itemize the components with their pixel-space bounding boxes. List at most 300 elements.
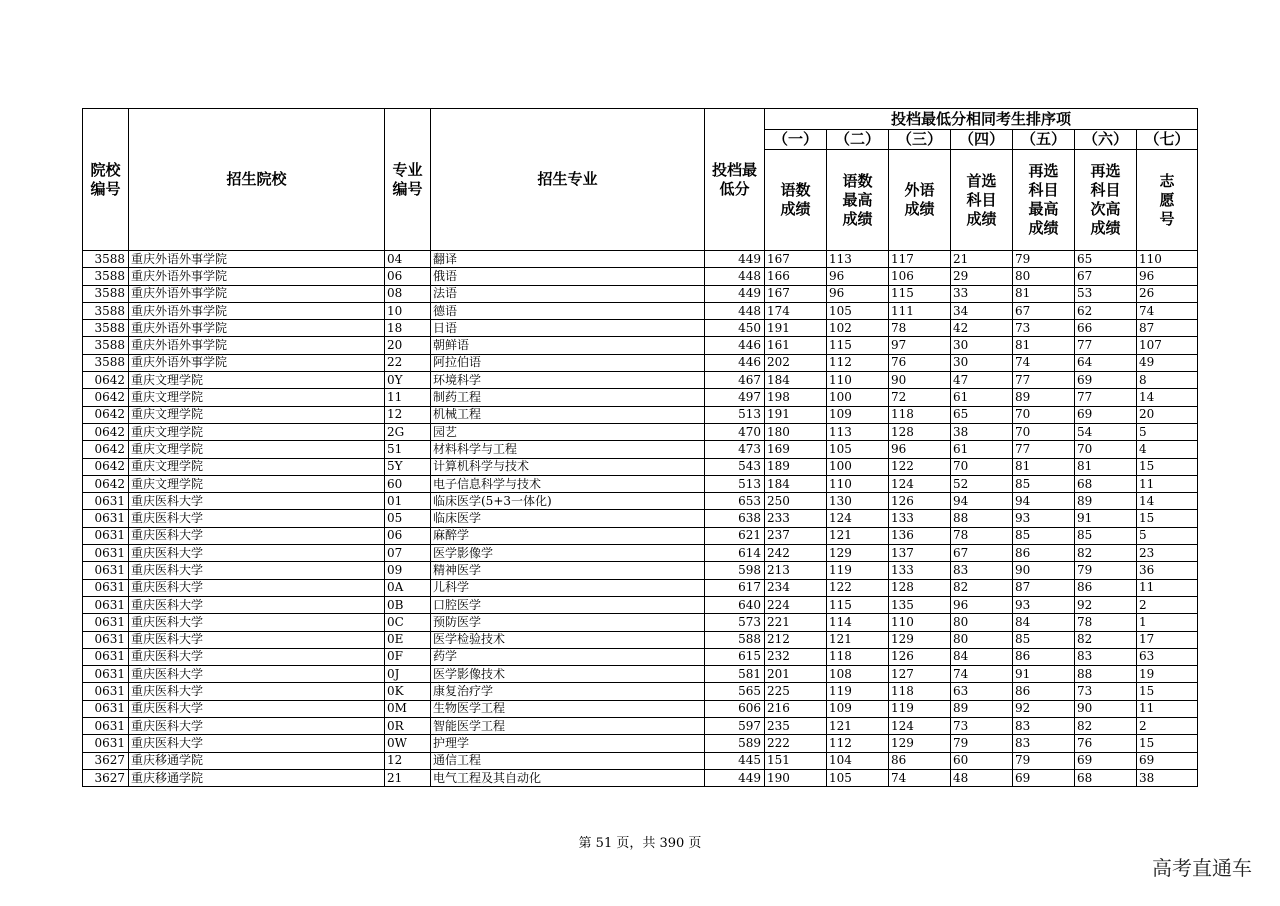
major-name-cell: 园艺 <box>431 423 705 440</box>
chinese-math-score-cell: 184 <box>765 475 827 492</box>
elective-max-cell: 79 <box>1013 251 1075 268</box>
min-score-cell: 543 <box>705 458 765 475</box>
elective-second-cell: 82 <box>1075 631 1137 648</box>
preference-number-cell: 15 <box>1137 510 1198 527</box>
chinese-math-max-cell: 118 <box>827 648 889 665</box>
header-tiebreak-number: （六） <box>1075 130 1137 150</box>
elective-max-cell: 86 <box>1013 648 1075 665</box>
major-name-cell: 日语 <box>431 320 705 337</box>
table-row <box>83 493 1198 510</box>
preference-number-cell: 23 <box>1137 545 1198 562</box>
chinese-math-max-cell: 113 <box>827 423 889 440</box>
foreign-language-cell: 133 <box>889 562 951 579</box>
first-subject-cell: 61 <box>951 441 1013 458</box>
preference-number-cell: 36 <box>1137 562 1198 579</box>
elective-second-cell: 66 <box>1075 320 1137 337</box>
min-score-cell: 446 <box>705 354 765 371</box>
table-row <box>83 579 1198 596</box>
elective-second-cell: 54 <box>1075 423 1137 440</box>
chinese-math-score-cell: 191 <box>765 406 827 423</box>
preference-number-cell: 74 <box>1137 302 1198 319</box>
first-subject-cell: 89 <box>951 700 1013 717</box>
elective-second-cell: 67 <box>1075 268 1137 285</box>
elective-second-cell: 86 <box>1075 579 1137 596</box>
preference-number-cell: 2 <box>1137 718 1198 735</box>
elective-max-cell: 94 <box>1013 493 1075 510</box>
major-name-cell: 生物医学工程 <box>431 700 705 717</box>
table-row <box>83 251 1198 268</box>
major-name-cell: 朝鲜语 <box>431 337 705 354</box>
school-name-cell: 重庆外语外事学院 <box>129 337 385 354</box>
chinese-math-max-cell: 100 <box>827 458 889 475</box>
min-score-cell: 446 <box>705 337 765 354</box>
elective-max-cell: 77 <box>1013 372 1075 389</box>
chinese-math-score-cell: 225 <box>765 683 827 700</box>
school-code-cell: 0631 <box>83 718 129 735</box>
major-code-cell: 0F <box>385 648 431 665</box>
table-row <box>83 735 1198 752</box>
major-code-cell: 11 <box>385 389 431 406</box>
chinese-math-max-cell: 109 <box>827 700 889 717</box>
header-min-score: 投档最低分 <box>705 109 765 251</box>
foreign-language-cell: 124 <box>889 475 951 492</box>
major-code-cell: 22 <box>385 354 431 371</box>
first-subject-cell: 30 <box>951 337 1013 354</box>
elective-second-cell: 89 <box>1075 493 1137 510</box>
school-code-cell: 0642 <box>83 406 129 423</box>
header-tiebreak-item-label: 再选科目次高成绩 <box>1090 162 1121 237</box>
major-name-cell: 阿拉伯语 <box>431 354 705 371</box>
min-score-cell: 445 <box>705 752 765 769</box>
first-subject-cell: 60 <box>951 752 1013 769</box>
header-tiebreak-item <box>951 150 1013 251</box>
foreign-language-cell: 96 <box>889 441 951 458</box>
chinese-math-max-cell: 121 <box>827 631 889 648</box>
preference-number-cell: 15 <box>1137 683 1198 700</box>
major-code-cell: 07 <box>385 545 431 562</box>
chinese-math-score-cell: 191 <box>765 320 827 337</box>
table-row <box>83 545 1198 562</box>
foreign-language-cell: 110 <box>889 614 951 631</box>
table-row <box>83 614 1198 631</box>
major-name-cell: 药学 <box>431 648 705 665</box>
elective-second-cell: 88 <box>1075 666 1137 683</box>
school-code-cell: 0631 <box>83 735 129 752</box>
min-score-cell: 614 <box>705 545 765 562</box>
elective-max-cell: 85 <box>1013 631 1075 648</box>
first-subject-cell: 80 <box>951 631 1013 648</box>
foreign-language-cell: 118 <box>889 406 951 423</box>
school-name-cell: 重庆文理学院 <box>129 389 385 406</box>
elective-second-cell: 77 <box>1075 389 1137 406</box>
major-code-cell: 0B <box>385 596 431 613</box>
preference-number-cell: 5 <box>1137 423 1198 440</box>
major-code-cell: 0J <box>385 666 431 683</box>
header-tiebreak-number: （五） <box>1013 130 1075 150</box>
major-name-cell: 德语 <box>431 302 705 319</box>
school-name-cell: 重庆文理学院 <box>129 458 385 475</box>
header-tiebreak-item-label: 外语成绩 <box>904 181 935 218</box>
major-code-cell: 0R <box>385 718 431 735</box>
preference-number-cell: 5 <box>1137 527 1198 544</box>
major-code-cell: 05 <box>385 510 431 527</box>
major-code-cell: 20 <box>385 337 431 354</box>
min-score-cell: 597 <box>705 718 765 735</box>
header-tiebreak-number: （一） <box>765 130 827 150</box>
min-score-cell: 565 <box>705 683 765 700</box>
foreign-language-cell: 115 <box>889 285 951 302</box>
elective-second-cell: 85 <box>1075 527 1137 544</box>
chinese-math-max-cell: 112 <box>827 354 889 371</box>
major-code-cell: 21 <box>385 769 431 786</box>
header-school-name: 招生院校 <box>129 109 385 251</box>
header-tiebreak-item-label: 语数成绩 <box>780 181 811 218</box>
elective-max-cell: 83 <box>1013 735 1075 752</box>
first-subject-cell: 94 <box>951 493 1013 510</box>
min-score-cell: 470 <box>705 423 765 440</box>
elective-max-cell: 81 <box>1013 337 1075 354</box>
chinese-math-max-cell: 122 <box>827 579 889 596</box>
foreign-language-cell: 129 <box>889 631 951 648</box>
foreign-language-cell: 126 <box>889 493 951 510</box>
school-name-cell: 重庆文理学院 <box>129 475 385 492</box>
major-name-cell: 临床医学(5+3一体化) <box>431 493 705 510</box>
preference-number-cell: 49 <box>1137 354 1198 371</box>
school-name-cell: 重庆医科大学 <box>129 493 385 510</box>
major-code-cell: 0K <box>385 683 431 700</box>
school-name-cell: 重庆移通学院 <box>129 752 385 769</box>
school-name-cell: 重庆医科大学 <box>129 648 385 665</box>
preference-number-cell: 14 <box>1137 389 1198 406</box>
min-score-cell: 653 <box>705 493 765 510</box>
foreign-language-cell: 136 <box>889 527 951 544</box>
foreign-language-cell: 117 <box>889 251 951 268</box>
school-code-cell: 0631 <box>83 666 129 683</box>
table-row <box>83 666 1198 683</box>
major-code-cell: 08 <box>385 285 431 302</box>
major-name-cell: 医学检验技术 <box>431 631 705 648</box>
elective-max-cell: 70 <box>1013 423 1075 440</box>
table-row <box>83 320 1198 337</box>
foreign-language-cell: 128 <box>889 579 951 596</box>
preference-number-cell: 26 <box>1137 285 1198 302</box>
school-name-cell: 重庆文理学院 <box>129 372 385 389</box>
elective-second-cell: 77 <box>1075 337 1137 354</box>
chinese-math-score-cell: 212 <box>765 631 827 648</box>
first-subject-cell: 38 <box>951 423 1013 440</box>
first-subject-cell: 84 <box>951 648 1013 665</box>
first-subject-cell: 47 <box>951 372 1013 389</box>
school-name-cell: 重庆医科大学 <box>129 579 385 596</box>
major-name-cell: 计算机科学与技术 <box>431 458 705 475</box>
major-code-cell: 5Y <box>385 458 431 475</box>
table-row <box>83 683 1198 700</box>
major-code-cell: 0A <box>385 579 431 596</box>
chinese-math-max-cell: 109 <box>827 406 889 423</box>
header-tiebreak-item <box>889 150 951 251</box>
foreign-language-cell: 78 <box>889 320 951 337</box>
major-code-cell: 0W <box>385 735 431 752</box>
header-tiebreak-item-label: 志愿号 <box>1159 171 1175 228</box>
school-name-cell: 重庆医科大学 <box>129 614 385 631</box>
school-name-cell: 重庆医科大学 <box>129 545 385 562</box>
school-code-cell: 3588 <box>83 268 129 285</box>
elective-second-cell: 62 <box>1075 302 1137 319</box>
school-name-cell: 重庆医科大学 <box>129 666 385 683</box>
min-score-cell: 598 <box>705 562 765 579</box>
school-code-cell: 0631 <box>83 562 129 579</box>
elective-max-cell: 81 <box>1013 285 1075 302</box>
preference-number-cell: 4 <box>1137 441 1198 458</box>
elective-max-cell: 85 <box>1013 527 1075 544</box>
table-row <box>83 752 1198 769</box>
school-code-cell: 3588 <box>83 320 129 337</box>
min-score-cell: 589 <box>705 735 765 752</box>
elective-max-cell: 74 <box>1013 354 1075 371</box>
elective-second-cell: 69 <box>1075 372 1137 389</box>
chinese-math-score-cell: 151 <box>765 752 827 769</box>
elective-max-cell: 90 <box>1013 562 1075 579</box>
foreign-language-cell: 97 <box>889 337 951 354</box>
table-row <box>83 458 1198 475</box>
school-code-cell: 0631 <box>83 510 129 527</box>
major-code-cell: 18 <box>385 320 431 337</box>
chinese-math-score-cell: 201 <box>765 666 827 683</box>
elective-second-cell: 69 <box>1075 752 1137 769</box>
school-code-cell: 0631 <box>83 493 129 510</box>
chinese-math-score-cell: 169 <box>765 441 827 458</box>
chinese-math-score-cell: 233 <box>765 510 827 527</box>
preference-number-cell: 107 <box>1137 337 1198 354</box>
foreign-language-cell: 129 <box>889 735 951 752</box>
school-name-cell: 重庆文理学院 <box>129 441 385 458</box>
chinese-math-max-cell: 114 <box>827 614 889 631</box>
table-row <box>83 372 1198 389</box>
chinese-math-score-cell: 189 <box>765 458 827 475</box>
chinese-math-max-cell: 104 <box>827 752 889 769</box>
chinese-math-score-cell: 242 <box>765 545 827 562</box>
header-tiebreak-item <box>1013 150 1075 251</box>
school-code-cell: 0631 <box>83 614 129 631</box>
school-code-cell: 0642 <box>83 423 129 440</box>
table-row <box>83 337 1198 354</box>
elective-second-cell: 73 <box>1075 683 1137 700</box>
major-name-cell: 护理学 <box>431 735 705 752</box>
school-name-cell: 重庆外语外事学院 <box>129 285 385 302</box>
chinese-math-max-cell: 110 <box>827 372 889 389</box>
min-score-cell: 581 <box>705 666 765 683</box>
major-name-cell: 材料科学与工程 <box>431 441 705 458</box>
table-row <box>83 285 1198 302</box>
page-number: 第 51 页，共 390 页 <box>578 836 702 851</box>
first-subject-cell: 30 <box>951 354 1013 371</box>
min-score-cell: 449 <box>705 769 765 786</box>
major-name-cell: 精神医学 <box>431 562 705 579</box>
foreign-language-cell: 72 <box>889 389 951 406</box>
table-row <box>83 631 1198 648</box>
elective-max-cell: 83 <box>1013 718 1075 735</box>
min-score-cell: 449 <box>705 285 765 302</box>
foreign-language-cell: 127 <box>889 666 951 683</box>
major-name-cell: 儿科学 <box>431 579 705 596</box>
elective-max-cell: 77 <box>1013 441 1075 458</box>
table-row <box>83 648 1198 665</box>
school-code-cell: 0631 <box>83 596 129 613</box>
foreign-language-cell: 128 <box>889 423 951 440</box>
school-name-cell: 重庆医科大学 <box>129 527 385 544</box>
header-major-name: 招生专业 <box>431 109 705 251</box>
school-name-cell: 重庆外语外事学院 <box>129 302 385 319</box>
chinese-math-max-cell: 105 <box>827 302 889 319</box>
preference-number-cell: 87 <box>1137 320 1198 337</box>
school-code-cell: 0631 <box>83 631 129 648</box>
school-code-cell: 3627 <box>83 769 129 786</box>
elective-second-cell: 53 <box>1075 285 1137 302</box>
header-tiebreak-item <box>1075 150 1137 251</box>
elective-second-cell: 78 <box>1075 614 1137 631</box>
header-major-code: 专业编号 <box>385 109 431 251</box>
school-code-cell: 0631 <box>83 527 129 544</box>
chinese-math-max-cell: 129 <box>827 545 889 562</box>
elective-second-cell: 69 <box>1075 406 1137 423</box>
school-name-cell: 重庆医科大学 <box>129 718 385 735</box>
first-subject-cell: 96 <box>951 596 1013 613</box>
school-name-cell: 重庆医科大学 <box>129 510 385 527</box>
major-name-cell: 翻译 <box>431 251 705 268</box>
major-name-cell: 口腔医学 <box>431 596 705 613</box>
preference-number-cell: 15 <box>1137 735 1198 752</box>
min-score-cell: 573 <box>705 614 765 631</box>
first-subject-cell: 83 <box>951 562 1013 579</box>
min-score-cell: 640 <box>705 596 765 613</box>
preference-number-cell: 11 <box>1137 700 1198 717</box>
min-score-cell: 606 <box>705 700 765 717</box>
chinese-math-max-cell: 115 <box>827 337 889 354</box>
chinese-math-score-cell: 222 <box>765 735 827 752</box>
elective-max-cell: 85 <box>1013 475 1075 492</box>
elective-max-cell: 86 <box>1013 545 1075 562</box>
chinese-math-score-cell: 232 <box>765 648 827 665</box>
elective-max-cell: 84 <box>1013 614 1075 631</box>
min-score-cell: 497 <box>705 389 765 406</box>
school-code-cell: 3588 <box>83 354 129 371</box>
elective-max-cell: 73 <box>1013 320 1075 337</box>
foreign-language-cell: 124 <box>889 718 951 735</box>
header-tiebreak-number: （三） <box>889 130 951 150</box>
first-subject-cell: 73 <box>951 718 1013 735</box>
school-name-cell: 重庆医科大学 <box>129 631 385 648</box>
chinese-math-score-cell: 180 <box>765 423 827 440</box>
elective-max-cell: 70 <box>1013 406 1075 423</box>
elective-second-cell: 82 <box>1075 545 1137 562</box>
elective-second-cell: 65 <box>1075 251 1137 268</box>
chinese-math-max-cell: 121 <box>827 718 889 735</box>
first-subject-cell: 70 <box>951 458 1013 475</box>
school-code-cell: 3588 <box>83 337 129 354</box>
foreign-language-cell: 106 <box>889 268 951 285</box>
major-name-cell: 法语 <box>431 285 705 302</box>
major-code-cell: 0Y <box>385 372 431 389</box>
min-score-cell: 450 <box>705 320 765 337</box>
table-row <box>83 354 1198 371</box>
elective-second-cell: 83 <box>1075 648 1137 665</box>
min-score-cell: 588 <box>705 631 765 648</box>
table-row <box>83 389 1198 406</box>
school-code-cell: 0642 <box>83 441 129 458</box>
elective-max-cell: 81 <box>1013 458 1075 475</box>
elective-second-cell: 79 <box>1075 562 1137 579</box>
school-name-cell: 重庆医科大学 <box>129 683 385 700</box>
major-name-cell: 临床医学 <box>431 510 705 527</box>
first-subject-cell: 29 <box>951 268 1013 285</box>
foreign-language-cell: 135 <box>889 596 951 613</box>
chinese-math-max-cell: 115 <box>827 596 889 613</box>
header-tiebreak-number: （七） <box>1137 130 1198 150</box>
school-code-cell: 0642 <box>83 389 129 406</box>
chinese-math-score-cell: 166 <box>765 268 827 285</box>
foreign-language-cell: 119 <box>889 700 951 717</box>
first-subject-cell: 88 <box>951 510 1013 527</box>
preference-number-cell: 15 <box>1137 458 1198 475</box>
preference-number-cell: 96 <box>1137 268 1198 285</box>
table-row <box>83 510 1198 527</box>
first-subject-cell: 65 <box>951 406 1013 423</box>
major-name-cell: 康复治疗学 <box>431 683 705 700</box>
school-code-cell: 0631 <box>83 683 129 700</box>
major-code-cell: 10 <box>385 302 431 319</box>
major-name-cell: 通信工程 <box>431 752 705 769</box>
header-tiebreak-title: 投档最低分相同考生排序项 <box>765 109 1198 130</box>
table-row <box>83 700 1198 717</box>
school-code-cell: 0631 <box>83 648 129 665</box>
major-name-cell: 预防医学 <box>431 614 705 631</box>
chinese-math-score-cell: 221 <box>765 614 827 631</box>
header-tiebreak-number: （二） <box>827 130 889 150</box>
elective-max-cell: 93 <box>1013 596 1075 613</box>
chinese-math-score-cell: 234 <box>765 579 827 596</box>
elective-max-cell: 93 <box>1013 510 1075 527</box>
school-name-cell: 重庆文理学院 <box>129 423 385 440</box>
foreign-language-cell: 90 <box>889 372 951 389</box>
min-score-cell: 448 <box>705 268 765 285</box>
major-code-cell: 04 <box>385 251 431 268</box>
elective-second-cell: 81 <box>1075 458 1137 475</box>
chinese-math-max-cell: 105 <box>827 769 889 786</box>
table-row <box>83 562 1198 579</box>
major-name-cell: 环境科学 <box>431 372 705 389</box>
school-name-cell: 重庆医科大学 <box>129 562 385 579</box>
chinese-math-score-cell: 216 <box>765 700 827 717</box>
elective-second-cell: 91 <box>1075 510 1137 527</box>
elective-second-cell: 76 <box>1075 735 1137 752</box>
min-score-cell: 617 <box>705 579 765 596</box>
table-row <box>83 769 1198 786</box>
foreign-language-cell: 122 <box>889 458 951 475</box>
major-code-cell: 01 <box>385 493 431 510</box>
preference-number-cell: 110 <box>1137 251 1198 268</box>
school-name-cell: 重庆移通学院 <box>129 769 385 786</box>
first-subject-cell: 48 <box>951 769 1013 786</box>
first-subject-cell: 21 <box>951 251 1013 268</box>
school-name-cell: 重庆医科大学 <box>129 596 385 613</box>
elective-max-cell: 67 <box>1013 302 1075 319</box>
table-row <box>83 475 1198 492</box>
foreign-language-cell: 74 <box>889 769 951 786</box>
table-row <box>83 302 1198 319</box>
major-code-cell: 60 <box>385 475 431 492</box>
min-score-cell: 513 <box>705 406 765 423</box>
elective-max-cell: 69 <box>1013 769 1075 786</box>
